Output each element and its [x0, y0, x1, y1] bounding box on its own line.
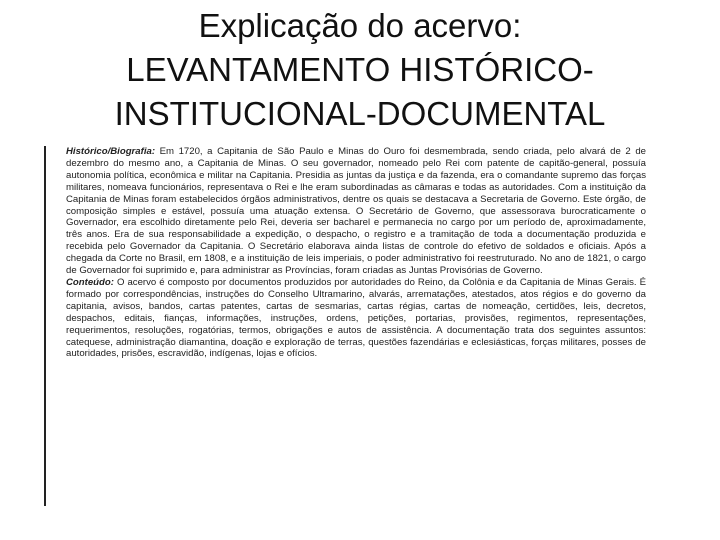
slide-title: [0, 4, 720, 136]
title-line-1: Explicação do acervo:: [198, 7, 522, 44]
title-line-2: LEVANTAMENTO HISTÓRICO-: [126, 51, 594, 88]
historico-label: Histórico/Biografia:: [66, 146, 156, 157]
historico-paragraph: [66, 146, 646, 277]
conteudo-paragraph: [66, 277, 646, 360]
left-border-line: [44, 146, 46, 506]
title-line-3: INSTITUCIONAL-DOCUMENTAL: [114, 95, 606, 132]
historico-text: Em 1720, a Capitania de São Paulo e Minas do Ouro foi desmembrada, sendo criada, pelo alvará de 2 de dezembro do mesmo ano, a Capitania de Minas. O seu governador, nomeado pelo Rei com patente de capitão-general, possuía autonomia política, econômica e militar na Capitania. Presidia as juntas da justiça e da fazenda, era o comandante supremo das forças militares, nomeava funcionários, representava o Rei e lhe eram subordinadas as câmaras e todas as autoridades. Com a instituição da Capitania de Minas foram estabelecidos órgãos administrativos, dentre os quais se destacava a Secretaria de Governo. Este órgão, de composição simples e estável, possuía uma atuação extensa. O Secretário de Governo, que assessorava burocraticamente o Governador, era escolhido diretamente pelo Rei, deveria ser bacharel e permanecia no cargo por um período de, aproximadamente, três anos. Era de sua responsabilidade a expedição, o despacho, o registro e a tramitação de toda a documentação produzida e recebida pelo Governador da Capitania. O Secretário elaborava ainda listas de controle do efetivo de soldados e oficiais. Após a chegada da Corte no Brasil, em 1808, e a instituição de leis imperiais, o poder administrativo foi reestruturado. No ano de 1821, o cargo de Governador foi suprimido e, para administrar as Províncias, foram criadas as Juntas Provisórias de Governo.: [66, 146, 646, 277]
conteudo-text: O acervo é composto por documentos produzidos por autoridades do Reino, da Colônia e da Capitania de Minas Gerais. É formado por correspondências, instruções do Conselho Ultramarino, alvarás, arrematações, atestados, atos régios e do governo da capitania, avisos, bandos, cartas patentes, cartas de sesmarias, cartas régias, cartas de nomeação, certidões, leis, decretos, despachos, editais, fianças, informações, instruções, ordens, petições, portarias, provisões, regimentos, representações, requerimentos, resoluções, rogatórias, termos, obrigações e autos de assistência. A documentação trata dos seguintes assuntos: catequese, administração diamantina, doação e exploração de terras, questões fazendárias e eclesiásticas, forças militares, posses de autoridades, prisões, escravidão, indígenas, lojas e ofícios.: [66, 276, 646, 360]
conteudo-label: Conteúdo:: [66, 276, 114, 288]
scanned-document-excerpt: [66, 146, 646, 508]
